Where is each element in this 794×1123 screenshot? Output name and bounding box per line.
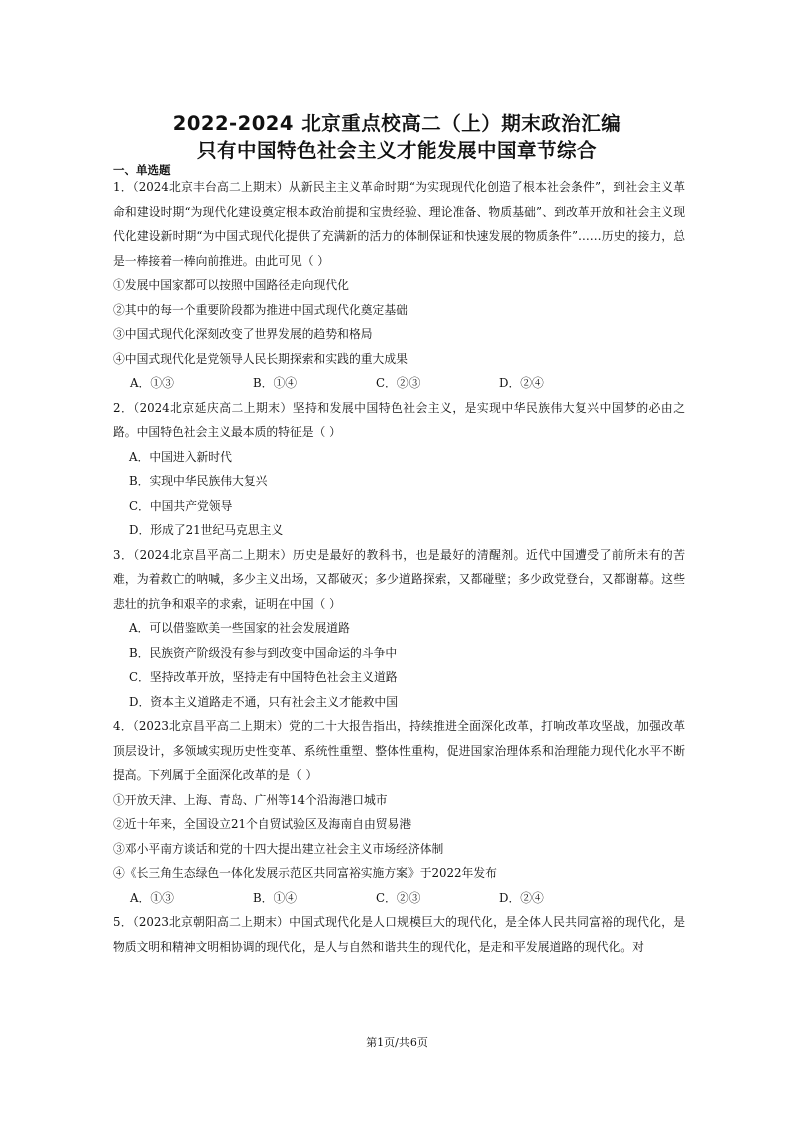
question-1-statement: ④中国式现代化是党领导人民长期探索和实践的重大成果 (113, 351, 408, 366)
choice-c: C．②③ (376, 890, 421, 905)
page-number: 第1页/共6页 (366, 1036, 428, 1049)
choice-c: C．②③ (376, 376, 421, 390)
question-1-statement: ①发展中国家都可以按照中国路径走向现代化 (113, 278, 349, 292)
choice-b: B．①④ (253, 890, 298, 905)
question-2-stem: 2．（2024北京延庆高二上期末）坚持和发展中国特色社会主义，是实现中华民族伟大复兴中国梦的必由之路。中国特色社会主义最本质的特征是（ ） (113, 400, 685, 439)
question-1-statement: ②其中的每一个重要阶段都为推进中国式现代化奠定基础 (113, 302, 408, 317)
question-4-statement: ③邓小平南方谈话和党的十四大提出建立社会主义市场经济体制 (113, 841, 444, 856)
question-list (113, 175, 685, 959)
choice-a: A．中国进入新时代 (129, 449, 232, 464)
choice-d: D．资本主义道路走不通，只有社会主义才能救中国 (129, 694, 398, 709)
document-title: 2022-2024 北京重点校高二（上）期末政治汇编 (172, 112, 622, 135)
question-5-stem: 5．（2023北京朝阳高二上期末）中国式现代化是人口规模巨大的现代化，是全体人民共同富裕的现代化，是物质文明和精神文明相协调的现代化，是人与自然和谐共生的现代化，是走和平发展道路的现代化。对 (113, 915, 685, 954)
question-1-stem: 1．（2024北京丰台高二上期末）从新民主主义革命时期“为实现现代化创造了根本社会条件”，到社会主义革命和建设时期“为现代化建设奠定根本政治前提和宝贵经验、理论准备、物质基础”、到改革开放和社会主义现代化建设新时期“为中国式现代化提供了充满新的活力的体制保证和快速发展的物质条件”……历史的接力，总是一棒接着一棒向前推进。由此可见（ ） (113, 180, 685, 268)
choice-a: A．①③ (130, 890, 174, 905)
choice-b: B．实现中华民族伟大复兴 (129, 474, 268, 488)
choice-c: C．中国共产党领导 (129, 498, 233, 513)
choice-a: A．①③ (130, 376, 174, 390)
choice-a: A．可以借鉴欧美一些国家的社会发展道路 (129, 621, 350, 635)
choice-b: B．民族资产阶级没有参与到改变中国命运的斗争中 (129, 645, 398, 660)
question-1-choices (113, 371, 685, 396)
section-title: 一、单选题 (113, 163, 171, 177)
choice-c: C．坚持改革开放，坚持走有中国特色社会主义道路 (129, 670, 398, 684)
question-4-statement: ②近十年来，全国设立21个自贸试验区及海南自由贸易港 (113, 817, 412, 831)
choice-d: D．形成了21世纪马克思主义 (129, 523, 284, 537)
choice-b: B．①④ (253, 376, 298, 390)
question-4-statement: ①开放天津、上海、青岛、广州等14个沿海港口城市 (113, 792, 388, 807)
document-subtitle: 只有中国特色社会主义才能发展中国章节综合 (196, 139, 597, 162)
question-4-stem: 4．（2023北京昌平高二上期末）党的二十大报告指出，持续推进全面深化改革，打响改革攻坚战，加强改革顶层设计，多领域实现历史性变革、系统性重塑、整体性重构，促进国家治理体系和治理能力现代化水平不断提高。下列属于全面深化改革的是（ ） (113, 719, 685, 782)
question-3-stem: 3．（2024北京昌平高二上期末）历史是最好的教科书，也是最好的清醒剂。近代中国遭受了前所未有的苦难，为着救亡的呐喊，多少主义出场，又都破灭；多少道路探索，又都碰壁；多少政党登台，又都谢幕。这些悲壮的抗争和艰辛的求索，证明在中国（ ） (113, 547, 685, 611)
choice-d: D．②④ (499, 376, 544, 390)
choice-d: D．②④ (499, 890, 544, 905)
question-4-choices (113, 886, 685, 911)
question-4-statement: ④《长三角生态绿色一体化发展示范区共同富裕实施方案》于2022年发布 (113, 866, 497, 880)
question-1-statement: ③中国式现代化深刻改变了世界发展的趋势和格局 (113, 327, 373, 341)
